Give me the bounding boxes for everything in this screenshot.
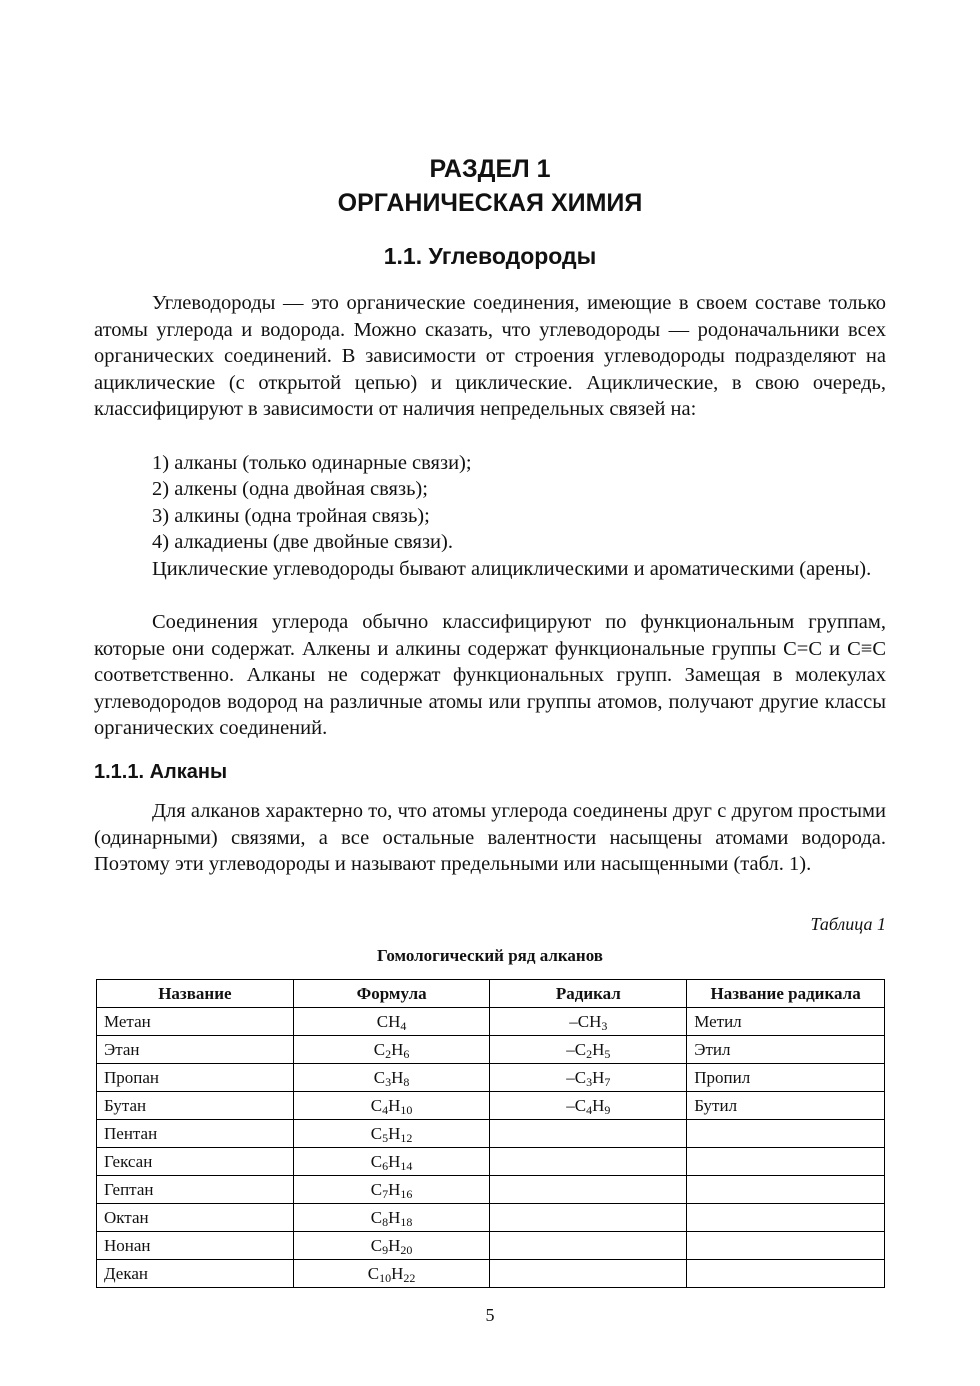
- formula-cell: $C_2H_6$: [293, 1036, 490, 1064]
- radical-cell: [490, 1148, 687, 1176]
- list-item: 2) алкены (одна двойная связь);: [152, 478, 428, 500]
- table-row: [97, 1120, 885, 1148]
- alkane-name-cell: Пропан: [97, 1064, 294, 1092]
- table-row: [97, 1092, 885, 1120]
- table-row: [97, 1176, 885, 1204]
- radical-name-cell: Пропил: [687, 1064, 885, 1092]
- alkanes-paragraph: Для алканов характерно то, что атомы углерода соединены друг с другом простыми (одинарными) связями, а все остальные валентности насыщены атомами водорода. Поэтому эти углеводороды и называют предельными или насыщенными (табл. 1).: [94, 800, 886, 875]
- formula-cell: $C_8H_{18}$: [293, 1204, 490, 1232]
- formula-cell: $C_{10}H_{22}$: [293, 1260, 490, 1288]
- radical-name-cell: [687, 1148, 885, 1176]
- page-number: 5: [485, 1305, 495, 1325]
- radical-cell: [490, 1260, 687, 1288]
- alkane-name-cell: Бутан: [97, 1092, 294, 1120]
- intro-paragraph: Углеводороды — это органические соединения, имеющие в своем составе только атомы углерода и водорода. Можно сказать, что углеводороды — родоначальники всех органических соединений. В зависимости от строения углеводороды подразделяют на ациклические (с открытой цепью) и циклические. Ациклические, в свою очередь, классифицируют в зависимости от наличия непредельных связей на:: [94, 292, 886, 420]
- table-title: Гомологический ряд алканов: [377, 946, 603, 965]
- table-row: [97, 1008, 885, 1036]
- table-row: [97, 1064, 885, 1092]
- formula-cell: $CH_4$: [293, 1008, 490, 1036]
- column-header: Название радикала: [687, 980, 885, 1008]
- alkanes-table: [96, 979, 885, 1288]
- radical-cell: [490, 1232, 687, 1260]
- radical-name-cell: [687, 1232, 885, 1260]
- alkane-name-cell: Октан: [97, 1204, 294, 1232]
- radical-name-cell: Бутил: [687, 1092, 885, 1120]
- formula-cell: $C_7H_{16}$: [293, 1176, 490, 1204]
- radical-cell: $-CH_3$: [490, 1008, 687, 1036]
- radical-name-cell: [687, 1176, 885, 1204]
- formula-cell: $C_5H_{12}$: [293, 1120, 490, 1148]
- alkane-name-cell: Нонан: [97, 1232, 294, 1260]
- radical-name-cell: [687, 1204, 885, 1232]
- formula-cell: $C_4H_{10}$: [293, 1092, 490, 1120]
- column-header: Радикал: [490, 980, 687, 1008]
- table-row: [97, 1260, 885, 1288]
- part-title-line1: РАЗДЕЛ 1: [429, 155, 551, 183]
- alkane-name-cell: Этан: [97, 1036, 294, 1064]
- radical-name-cell: Метил: [687, 1008, 885, 1036]
- table-row: [97, 1036, 885, 1064]
- list-item: 3) алкины (одна тройная связь);: [152, 505, 430, 527]
- list-item: 4) алкадиены (две двойные связи).: [152, 531, 453, 553]
- alkane-name-cell: Пентан: [97, 1120, 294, 1148]
- cyclic-paragraph: Циклические углеводороды бывают алициклическими и ароматическими (арены).: [152, 558, 872, 580]
- table-label: Таблица 1: [810, 914, 886, 934]
- section-heading: 1.1. Углеводороды: [383, 243, 597, 269]
- functional-groups-paragraph: Соединения углерода обычно классифицируют по функциональным группам, которые они содержат. Алкены и алкины содержат функциональные группы C=C и C≡C соответственно. Алканы не содержат функциональных групп. Замещая в молекулах углеводородов водород на различные атомы или группы атомов, получают другие классы органических соединений.: [94, 611, 886, 739]
- radical-name-cell: Этил: [687, 1036, 885, 1064]
- alkane-name-cell: Гексан: [97, 1148, 294, 1176]
- alkane-name-cell: Метан: [97, 1008, 294, 1036]
- formula-cell: $C_9H_{20}$: [293, 1232, 490, 1260]
- column-header: Формула: [293, 980, 490, 1008]
- radical-cell: [490, 1204, 687, 1232]
- table-row: [97, 1148, 885, 1176]
- table-row: [97, 1204, 885, 1232]
- part-title-line2: ОРГАНИЧЕСКАЯ ХИМИЯ: [337, 189, 643, 217]
- alkane-name-cell: Декан: [97, 1260, 294, 1288]
- radical-cell: [490, 1120, 687, 1148]
- radical-name-cell: [687, 1260, 885, 1288]
- formula-cell: $C_6H_{14}$: [293, 1148, 490, 1176]
- list-item: 1) алканы (только одинарные связи);: [152, 452, 472, 474]
- radical-name-cell: [687, 1120, 885, 1148]
- table-header-row: [97, 980, 885, 1008]
- radical-cell: $-C_4H_9$: [490, 1092, 687, 1120]
- formula-cell: $C_3H_8$: [293, 1064, 490, 1092]
- radical-cell: [490, 1176, 687, 1204]
- radical-cell: $-C_3H_7$: [490, 1064, 687, 1092]
- radical-cell: $-C_2H_5$: [490, 1036, 687, 1064]
- column-header: Название: [97, 980, 294, 1008]
- subsection-heading: 1.1.1. Алканы: [94, 761, 228, 783]
- table-row: [97, 1232, 885, 1260]
- table-body: [97, 1008, 885, 1288]
- alkane-name-cell: Гептан: [97, 1176, 294, 1204]
